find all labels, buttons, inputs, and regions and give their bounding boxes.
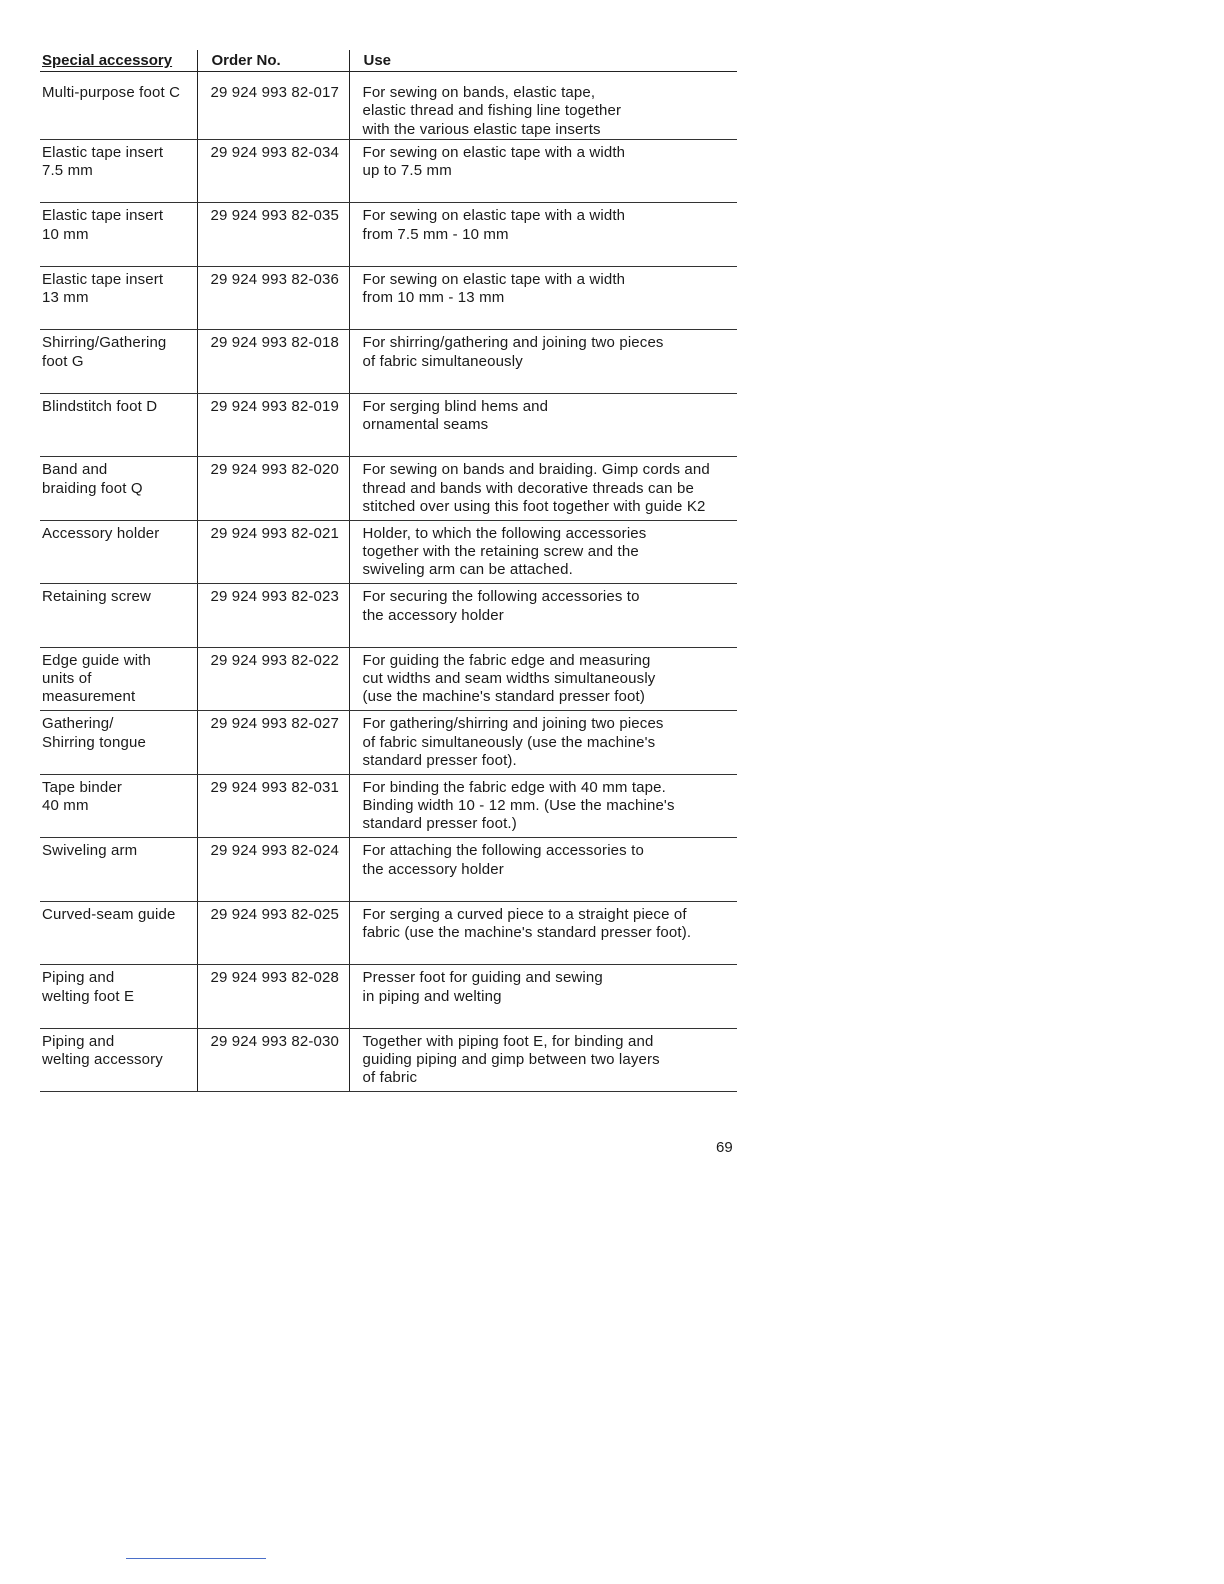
page-number: 69 (716, 1139, 733, 1156)
order-number: 29 924 993 82-035 (197, 203, 349, 267)
use-description: Holder, to which the following accessories together with the retaining screw and the swiveling arm can be attached. (349, 520, 737, 584)
use-description: For attaching the following accessories to the accessory holder (349, 838, 737, 902)
use-description: Together with piping foot E, for binding and guiding piping and gimp between two layers of fabric (349, 1028, 737, 1092)
accessory-name: Piping and welting foot E (40, 965, 197, 1029)
order-number: 29 924 993 82-021 (197, 520, 349, 584)
header-order-no: Order No. (197, 50, 349, 72)
accessory-table (40, 50, 737, 1092)
use-description: For serging blind hems and ornamental seams (349, 393, 737, 457)
table-row (40, 520, 737, 584)
accessory-name: Elastic tape insert 7.5 mm (40, 139, 197, 203)
order-number: 29 924 993 82-034 (197, 139, 349, 203)
accessory-name: Shirring/Gathering foot G (40, 330, 197, 394)
order-number: 29 924 993 82-017 (197, 72, 349, 140)
table-row (40, 72, 737, 140)
use-description: For sewing on elastic tape with a width from 7.5 mm - 10 mm (349, 203, 737, 267)
order-number: 29 924 993 82-024 (197, 838, 349, 902)
order-number: 29 924 993 82-022 (197, 647, 349, 711)
accessory-name: Multi-purpose foot C (40, 72, 197, 140)
table-row (40, 584, 737, 648)
use-description: For serging a curved piece to a straight piece of fabric (use the machine's standard presser foot). (349, 901, 737, 965)
table-row (40, 965, 737, 1029)
use-description: For guiding the fabric edge and measuring cut widths and seam widths simultaneously (use the machine's standard presser foot) (349, 647, 737, 711)
accessory-name: Elastic tape insert 13 mm (40, 266, 197, 330)
order-number: 29 924 993 82-025 (197, 901, 349, 965)
accessory-name: Swiveling arm (40, 838, 197, 902)
table-body (40, 72, 737, 1092)
use-description: For sewing on bands, elastic tape, elastic thread and fishing line together with the various elastic tape inserts (349, 72, 737, 140)
accessory-name: Elastic tape insert 10 mm (40, 203, 197, 267)
accessory-name: Accessory holder (40, 520, 197, 584)
use-description: For sewing on elastic tape with a width up to 7.5 mm (349, 139, 737, 203)
use-description: For gathering/shirring and joining two pieces of fabric simultaneously (use the machine's standard presser foot). (349, 711, 737, 775)
accessory-name: Piping and welting accessory (40, 1028, 197, 1092)
accessory-name: Blindstitch foot D (40, 393, 197, 457)
table-row (40, 647, 737, 711)
table-row (40, 330, 737, 394)
table-row (40, 393, 737, 457)
use-description: For sewing on elastic tape with a width from 10 mm - 13 mm (349, 266, 737, 330)
table-row (40, 139, 737, 203)
table-row (40, 774, 737, 838)
order-number: 29 924 993 82-028 (197, 965, 349, 1029)
order-number: 29 924 993 82-020 (197, 457, 349, 521)
accessory-name: Curved-seam guide (40, 901, 197, 965)
use-description: For binding the fabric edge with 40 mm tape. Binding width 10 - 12 mm. (Use the machine's standard presser foot.) (349, 774, 737, 838)
table-row (40, 457, 737, 521)
accessory-name: Edge guide with units of measurement (40, 647, 197, 711)
order-number: 29 924 993 82-018 (197, 330, 349, 394)
table-row (40, 1028, 737, 1092)
order-number: 29 924 993 82-023 (197, 584, 349, 648)
table-row (40, 203, 737, 267)
accessory-name: Tape binder 40 mm (40, 774, 197, 838)
table-row (40, 901, 737, 965)
table-row (40, 266, 737, 330)
table-row (40, 711, 737, 775)
footer-rule (126, 1558, 266, 1559)
accessory-name: Retaining screw (40, 584, 197, 648)
use-description: Presser foot for guiding and sewing in piping and welting (349, 965, 737, 1029)
header-special-accessory: Special accessory (40, 50, 197, 72)
header-use: Use (349, 50, 737, 72)
page-content (40, 50, 737, 1092)
accessory-name: Gathering/ Shirring tongue (40, 711, 197, 775)
order-number: 29 924 993 82-027 (197, 711, 349, 775)
order-number: 29 924 993 82-030 (197, 1028, 349, 1092)
table-row (40, 838, 737, 902)
use-description: For shirring/gathering and joining two pieces of fabric simultaneously (349, 330, 737, 394)
table-header-row (40, 50, 737, 72)
order-number: 29 924 993 82-031 (197, 774, 349, 838)
order-number: 29 924 993 82-019 (197, 393, 349, 457)
order-number: 29 924 993 82-036 (197, 266, 349, 330)
use-description: For securing the following accessories to the accessory holder (349, 584, 737, 648)
use-description: For sewing on bands and braiding. Gimp cords and thread and bands with decorative threads can be stitched over using this foot together with guide K2 (349, 457, 737, 521)
accessory-name: Band and braiding foot Q (40, 457, 197, 521)
